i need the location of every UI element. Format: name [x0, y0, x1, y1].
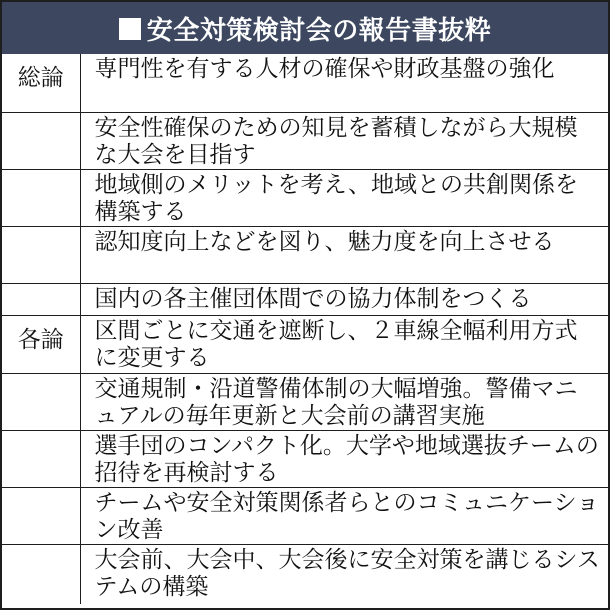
item-text: 大会前、大会中、大会後に安全対策を講じるシステムの構築: [94, 546, 600, 600]
item-cell: [80, 169, 608, 226]
category-cell-empty: [2, 373, 80, 430]
category-cell: 総論: [2, 54, 80, 112]
black-square-icon: [119, 18, 141, 40]
table-row: [2, 283, 608, 315]
category-cell-empty: [2, 112, 80, 169]
table-row: [2, 487, 608, 544]
category-cell-empty: [2, 283, 80, 315]
category-cell-empty: [2, 544, 80, 604]
category-cell-empty: [2, 226, 80, 283]
table-row: [2, 169, 608, 226]
summary-table: [2, 54, 608, 604]
table-row: [2, 544, 608, 604]
category-cell-empty: [2, 487, 80, 544]
category-cell-empty: [2, 169, 80, 226]
item-text: 地域側のメリットを考え、地域との共創関係を構築する: [94, 171, 578, 225]
item-text: 専門性を有する人材の確保や財政基盤の強化: [94, 56, 555, 82]
item-text: 国内の各主催団体間での協力体制をつくる: [94, 285, 532, 312]
item-cell: [80, 544, 608, 604]
item-cell: [80, 112, 608, 169]
item-text: 安全性確保のための知見を蓄積しながら大規模な大会を目指す: [94, 114, 578, 168]
table-row: [2, 226, 608, 283]
item-cell: [80, 373, 608, 430]
item-cell: [80, 487, 608, 544]
category-cell-empty: [2, 430, 80, 487]
item-cell: [80, 315, 608, 373]
table-row: [2, 373, 608, 430]
title-bar: [2, 2, 608, 54]
item-cell: [80, 283, 608, 315]
category-cell: 各論: [2, 315, 80, 373]
table-row: [2, 54, 608, 112]
table-row: [2, 112, 608, 169]
item-text: 選手団のコンパクト化。大学や地域選抜チームの招待を再検討する: [94, 432, 599, 486]
item-cell: [80, 430, 608, 487]
item-cell: [80, 226, 608, 283]
item-text: 交通規制・沿道警備体制の大幅増強。警備マニュアルの毎年更新と大会前の講習実施: [94, 375, 578, 429]
item-cell: [80, 54, 608, 112]
item-text: 認知度向上などを図り、魅力度を向上させる: [94, 228, 555, 255]
table-row: [2, 430, 608, 487]
item-text: チームや安全対策関係者らとのコミュニケーション改善: [94, 489, 600, 543]
item-text: 区間ごとに交通を遮断し、２車線全幅利用方式に変更する: [94, 317, 578, 371]
table-row: [2, 315, 608, 373]
page-title: 安全対策検討会の報告書抜粋: [146, 15, 492, 46]
